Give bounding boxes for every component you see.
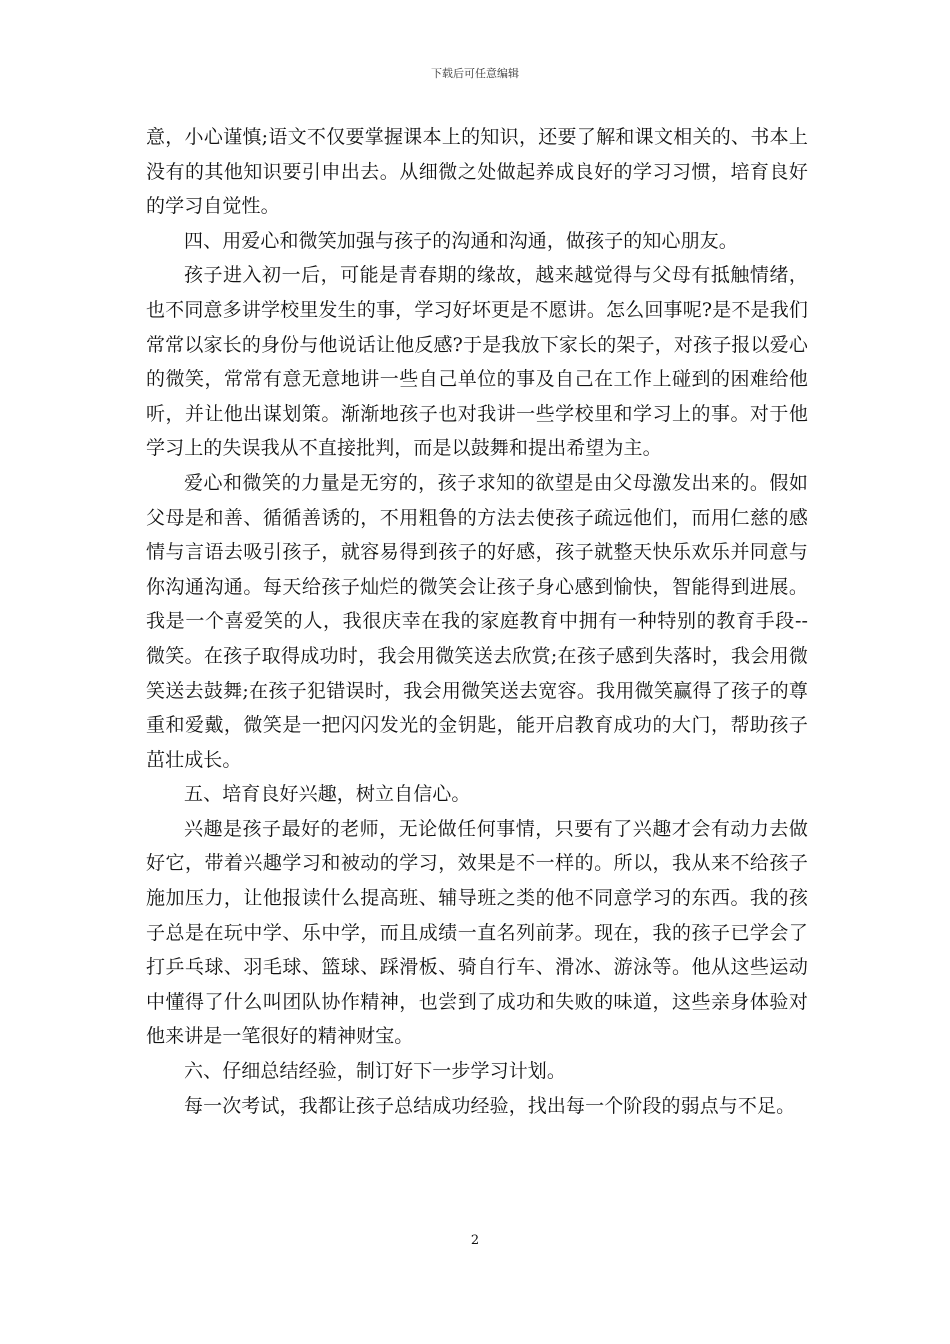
- section-heading-4: 四、用爱心和微笑加强与孩子的沟通和沟通，做孩子的知心朋友。: [184, 229, 738, 252]
- page-header: [0, 66, 950, 82]
- paragraph: 爱心和微笑的力量是无穷的，孩子求知的欲望是由父母激发出来的。假如父母是和善、循循善诱的，不用粗鲁的方法去使孩子疏远他们，而用仁慈的感情与言语去吸引孩子，就容易得到孩子的好感，孩子就整天快乐欢乐并同意与你沟通沟通。每天给孩子灿烂的微笑会让孩子身心感到愉快，智能得到进展。我是一个喜爱笑的人，我很庆幸在我的家庭教育中拥有一种特别的教育手段--微笑。在孩子取得成功时，我会用微笑送去欣赏;在孩子感到失落时，我会用微笑送去鼓舞;在孩子犯错误时，我会用微笑送去宽容。我用微笑赢得了孩子的尊重和爱戴，微笑是一把闪闪发光的金钥匙，能开启教育成功的大门，帮助孩子茁壮成长。: [146, 471, 808, 771]
- page-number: 2: [470, 1233, 480, 1248]
- page-footer: [0, 1232, 950, 1250]
- document-body: [146, 120, 808, 1123]
- header-text: 下载后可任意编辑: [431, 67, 519, 80]
- section-heading-5: 五、培育良好兴趣，树立自信心。: [184, 783, 471, 806]
- paragraph: 兴趣是孩子最好的老师，无论做任何事情，只要有了兴趣才会有动力去做好它，带着兴趣学习和被动的学习，效果是不一样的。所以，我从来不给孩子施加压力，让他报读什么提高班、辅导班之类的他不同意学习的东西。我的孩子总是在玩中学、乐中学，而且成绩一直名列前茅。现在，我的孩子已学会了打乒乓球、羽毛球、篮球、踩滑板、骑自行车、滑冰、游泳等。他从这些运动中懂得了什么叫团队协作精神，也尝到了成功和失败的味道，这些亲身体验对他来讲是一笔很好的精神财宝。: [146, 817, 808, 1048]
- paragraph: 孩子进入初一后，可能是青春期的缘故，越来越觉得与父母有抵触情绪，也不同意多讲学校里发生的事，学习好坏更是不愿讲。怎么回事呢?是不是我们常常以家长的身份与他说话让他反感?于是我放下家长的架子，对孩子报以爱心的微笑，常常有意无意地讲一些自己单位的事及自己在工作上碰到的困难给他听，并让他出谋划策。渐渐地孩子也对我讲一些学校里和学习上的事。对于他学习上的失误我从不直接批判，而是以鼓舞和提出希望为主。: [146, 264, 808, 460]
- section-heading-6: 六、仔细总结经验，制订好下一步学习计划。: [184, 1060, 567, 1083]
- paragraph: 意，小心谨慎;语文不仅要掌握课本上的知识，还要了解和课文相关的、书本上没有的其他知识要引申出去。从细微之处做起养成良好的学习习惯，培育良好的学习自觉性。: [146, 126, 808, 218]
- paragraph: 每一次考试，我都让孩子总结成功经验，找出每一个阶段的弱点与不足。: [184, 1094, 796, 1117]
